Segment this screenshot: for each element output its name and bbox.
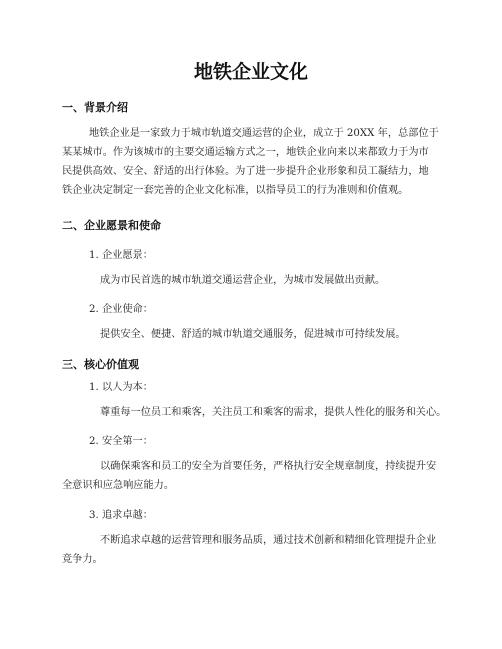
section-heading-core-values: 三、核心价值观 bbox=[62, 358, 139, 371]
detail-line: 提供安全、便捷、舒适的城市轨道交通服务，促进城市可持续发展。 bbox=[100, 329, 406, 340]
list-item-detail bbox=[62, 325, 462, 344]
list-item-detail bbox=[62, 403, 462, 422]
list-item-label: 2. 安全第一： bbox=[89, 436, 153, 447]
list-item-detail bbox=[62, 531, 462, 569]
list-item-label: 2. 企业使命： bbox=[89, 304, 153, 315]
background-paragraph bbox=[62, 124, 446, 200]
list-item-detail bbox=[62, 457, 462, 495]
detail-line: 成为市民首选的城市轨道交通运营企业，为城市发展做出贡献。 bbox=[100, 275, 386, 286]
detail-line: 尊重每一位员工和乘客，关注员工和乘客的需求，提供人性化的服务和关心。 bbox=[100, 407, 447, 418]
section-heading-background: 一、背景介绍 bbox=[62, 101, 128, 114]
paragraph-line: 民提供高效、安全、舒适的出行体验。为了进一步提升企业形象和员工凝结力，地 bbox=[62, 166, 429, 177]
paragraph-line: 某某城市。作为该城市的主要交通运输方式之一，地铁企业向来以来都致力于为市 bbox=[62, 147, 429, 158]
list-item-detail bbox=[62, 271, 462, 290]
document-title: 地铁企业文化 bbox=[193, 61, 308, 83]
detail-line: 不断追求卓越的运营管理和服务品质，通过技术创新和精细化管理提升企业 bbox=[100, 535, 437, 546]
detail-line: 全意识和应急响应能力。 bbox=[62, 480, 175, 491]
paragraph-line: 铁企业决定制定一套完善的企业文化标准，以指导员工的行为准则和价值观。 bbox=[62, 185, 409, 196]
detail-line: 以确保乘客和员工的安全为首要任务，严格执行安全规章制度，持续提升安 bbox=[100, 461, 437, 472]
paragraph-line: 地铁企业是一家致力于城市轨道交通运营的企业，成立于 20XX 年，总部位于 bbox=[89, 128, 439, 139]
list-item-label: 1. 以人为本： bbox=[89, 382, 153, 393]
list-item-label: 1. 企业愿景： bbox=[89, 250, 153, 261]
section-heading-vision-mission: 二、企业愿景和使命 bbox=[62, 219, 161, 232]
detail-line: 竞争力。 bbox=[62, 554, 103, 565]
list-item-label: 3. 追求卓越： bbox=[89, 510, 153, 521]
